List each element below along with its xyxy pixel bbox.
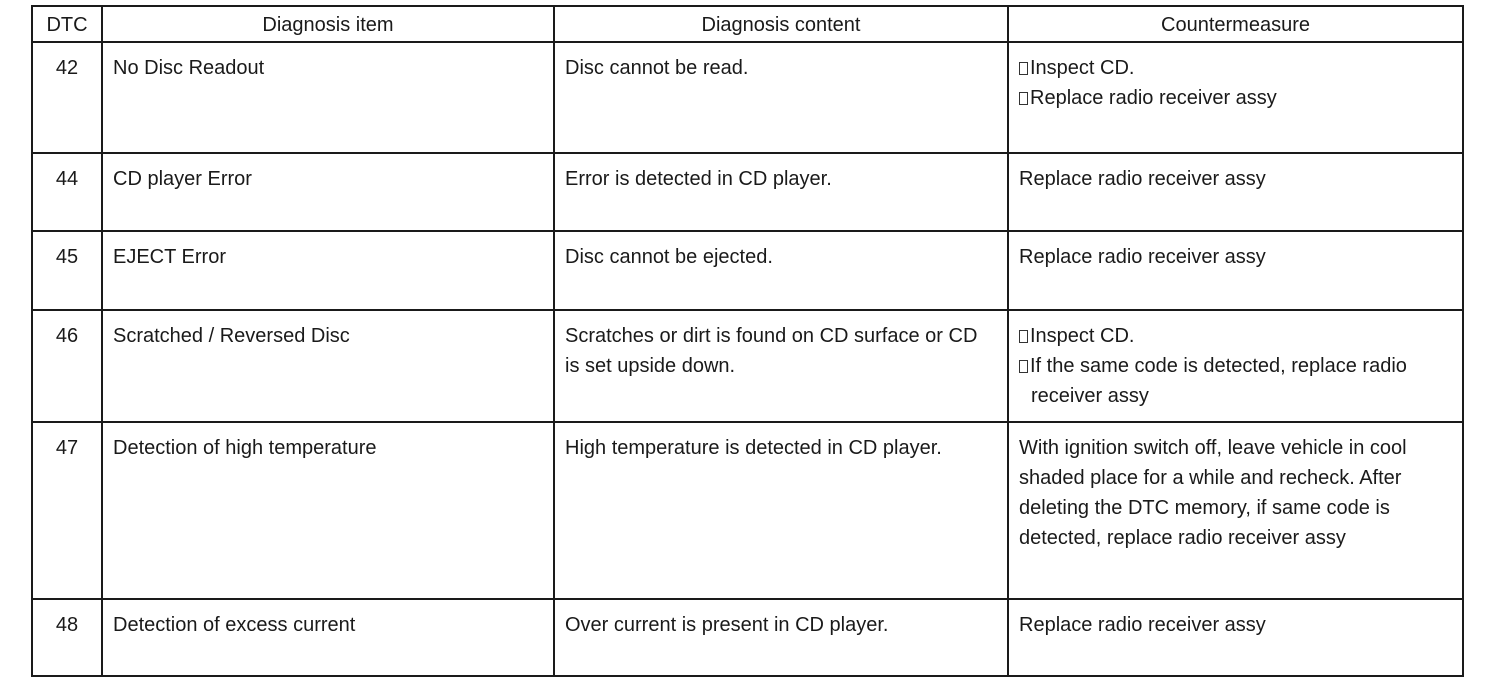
diagnosis-content: Scratches or dirt is found on CD surface or CD is set upside down.: [554, 310, 1008, 422]
table-row: [32, 153, 1463, 231]
checkbox-icon: [1019, 62, 1028, 75]
countermeasure: With ignition switch off, leave vehicle in cool shaded place for a while and recheck. After deleting the DTC memory, if same code is detected, replace radio receiver assy: [1008, 422, 1463, 599]
diagnosis-item: CD player Error: [102, 153, 554, 231]
countermeasure: Replace radio receiver assy: [1008, 231, 1463, 310]
diagnosis-item: Scratched / Reversed Disc: [102, 310, 554, 422]
diagnosis-content: Disc cannot be ejected.: [554, 231, 1008, 310]
table-row: [32, 231, 1463, 310]
diagnosis-item: EJECT Error: [102, 231, 554, 310]
countermeasure-step: Replace radio receiver assy: [1019, 83, 1452, 113]
dtc-code: 47: [32, 422, 102, 599]
header-diagnosis-content: Diagnosis content: [554, 6, 1008, 42]
checkbox-icon: [1019, 92, 1028, 105]
diagnosis-item: Detection of high temperature: [102, 422, 554, 599]
dtc-code: 42: [32, 42, 102, 153]
diagnosis-content: Disc cannot be read.: [554, 42, 1008, 153]
table-row: [32, 599, 1463, 676]
dtc-code: 46: [32, 310, 102, 422]
countermeasure: [1008, 42, 1463, 153]
countermeasure-step: If the same code is detected, replace radio receiver assy: [1019, 351, 1452, 411]
diagnosis-item: No Disc Readout: [102, 42, 554, 153]
countermeasure: Replace radio receiver assy: [1008, 153, 1463, 231]
header-countermeasure: Countermeasure: [1008, 6, 1463, 42]
dtc-code: 44: [32, 153, 102, 231]
dtc-table: [31, 5, 1464, 677]
checkbox-icon: [1019, 360, 1028, 373]
countermeasure: [1008, 310, 1463, 422]
table-row: [32, 310, 1463, 422]
table-row: [32, 422, 1463, 599]
countermeasure-step: Inspect CD.: [1019, 53, 1452, 83]
diagnosis-content: High temperature is detected in CD player.: [554, 422, 1008, 599]
checkbox-icon: [1019, 330, 1028, 343]
dtc-code: 45: [32, 231, 102, 310]
table-row: [32, 42, 1463, 153]
dtc-code: 48: [32, 599, 102, 676]
header-diagnosis-item: Diagnosis item: [102, 6, 554, 42]
diagnosis-item: Detection of excess current: [102, 599, 554, 676]
header-dtc: DTC: [32, 6, 102, 42]
header-row: [32, 6, 1463, 42]
diagnosis-content: Over current is present in CD player.: [554, 599, 1008, 676]
countermeasure-step: Inspect CD.: [1019, 321, 1452, 351]
diagnosis-content: Error is detected in CD player.: [554, 153, 1008, 231]
countermeasure: Replace radio receiver assy: [1008, 599, 1463, 676]
